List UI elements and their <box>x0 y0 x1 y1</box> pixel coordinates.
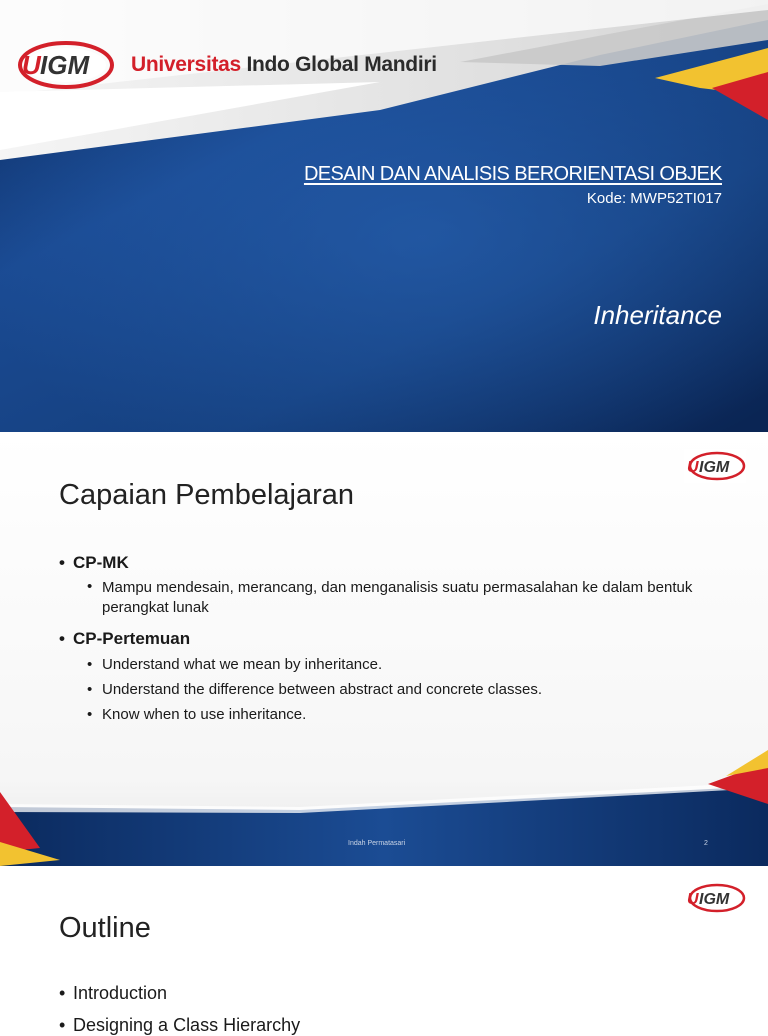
svg-text:IGM: IGM <box>699 891 730 908</box>
topic-title: Inheritance <box>593 300 722 330</box>
university-name <box>131 53 437 77</box>
svg-text:IGM: IGM <box>699 459 730 476</box>
university-rest: Indo Global Mandiri <box>240 53 437 76</box>
svg-text:U: U <box>687 459 699 476</box>
uigm-logo-icon <box>684 449 746 483</box>
bullet-text: Introduction <box>73 983 168 1003</box>
learning-outcomes-slide <box>0 432 768 866</box>
bullet-text: Understand the difference between abstract and concrete classes. <box>102 681 542 698</box>
page-number: 2 <box>704 840 708 847</box>
title-slide <box>0 0 768 432</box>
bullet-text: Understand what we mean by inheritance. <box>102 656 383 673</box>
footer-author: Indah Permatasari <box>348 840 406 847</box>
list-item: • Understand the difference between abstract and concrete classes. <box>87 681 542 698</box>
bullet-label: CP-MK <box>73 553 129 572</box>
course-code: Kode: MWP52TI017 <box>586 190 722 207</box>
uigm-logo-icon <box>14 38 114 92</box>
svg-text:U: U <box>687 891 699 908</box>
bullet-text: Designing a Class Hierarchy <box>73 1015 301 1035</box>
svg-text:U: U <box>22 50 41 80</box>
list-item: • Know when to use inheritance. <box>87 706 307 723</box>
uigm-logo-icon <box>684 881 746 915</box>
list-item: • CP-MK <box>59 553 129 572</box>
university-prefix: Universitas <box>131 53 241 76</box>
list-item: • Understand what we mean by inheritance. <box>87 656 383 673</box>
list-item: • Designing a Class Hierarchy <box>59 1015 301 1035</box>
page-title: Outline <box>59 912 151 944</box>
list-item: • Mampu mendesain, merancang, dan menganalisis suatu permasalahan ke dalam bentuk perangkat lunak <box>87 578 702 618</box>
svg-text:IGM: IGM <box>40 50 90 80</box>
bullet-label: CP-Pertemuan <box>73 629 191 648</box>
list-item: • Introduction <box>59 983 168 1003</box>
outline-slide <box>0 866 768 1035</box>
course-title: DESAIN DAN ANALISIS BERORIENTASI OBJEK <box>303 163 722 185</box>
list-item: • CP-Pertemuan <box>59 629 191 648</box>
bullet-text: Mampu mendesain, merancang, dan menganalisis suatu permasalahan ke dalam bentuk perangkat lunak <box>102 579 693 616</box>
bullet-text: Know when to use inheritance. <box>102 706 307 723</box>
page-title: Capaian Pembelajaran <box>59 479 355 511</box>
